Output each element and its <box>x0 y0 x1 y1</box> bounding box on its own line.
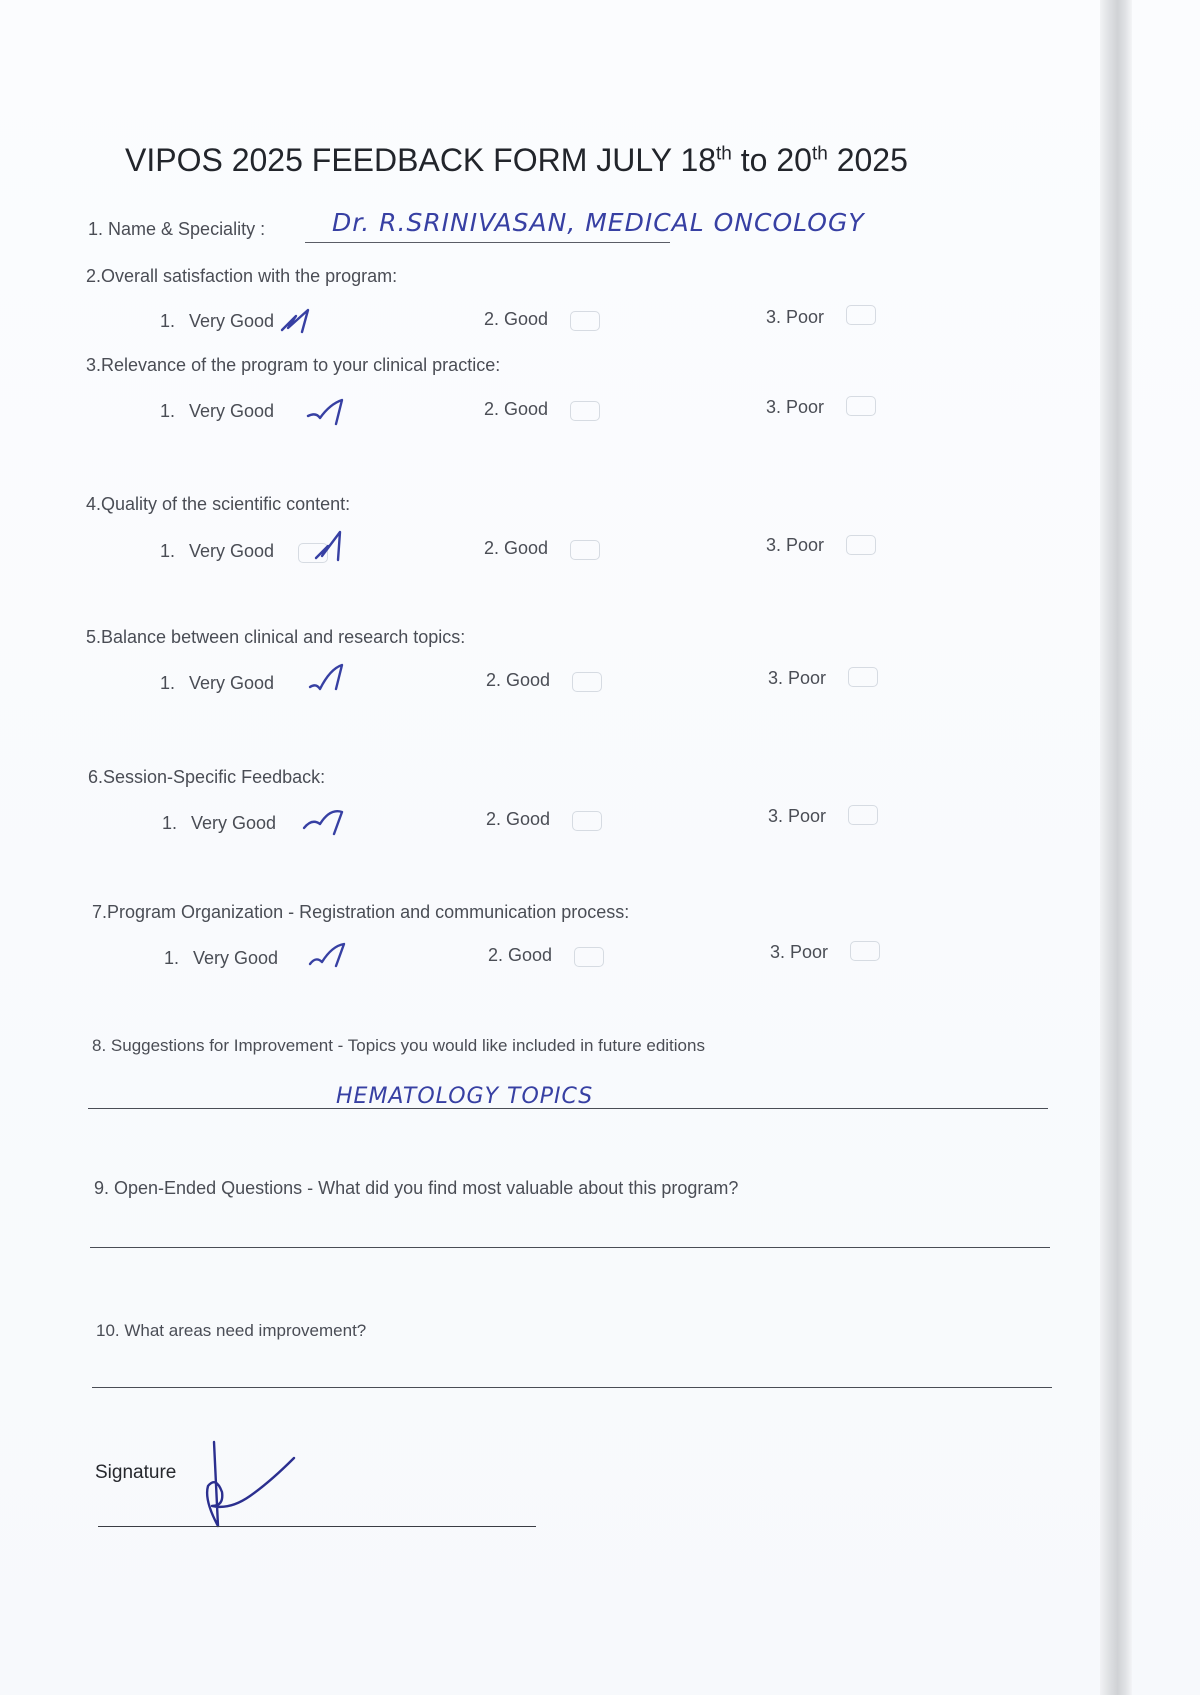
q2-option-very-good[interactable]: 1. Very Good <box>160 311 275 331</box>
q5-poor-checkbox[interactable] <box>848 667 878 687</box>
q1-handwritten-answer[interactable]: Dr. R.SRINIVASAN, MEDICAL ONCOLOGY <box>332 208 865 237</box>
scan-edge-shadow <box>1100 0 1132 1695</box>
q2-poor-checkbox[interactable] <box>846 305 876 325</box>
q7-checkmark-icon <box>306 938 354 970</box>
q6-option-good[interactable]: 2. Good <box>486 809 551 829</box>
q5-label: 5.Balance between clinical and research topics: <box>86 627 466 647</box>
q6-label: 6.Session-Specific Feedback: <box>88 767 326 787</box>
q3-option-poor[interactable]: 3. Poor <box>766 397 825 417</box>
q6-checkmark-icon <box>300 804 348 836</box>
q7-option-poor[interactable]: 3. Poor <box>770 942 829 962</box>
q3-option-very-good[interactable]: 1. Very Good <box>160 401 275 421</box>
q6-poor-checkbox[interactable] <box>848 805 878 825</box>
q2-label: 2.Overall satisfaction with the program: <box>86 266 398 286</box>
q3-option-good[interactable]: 2. Good <box>484 399 549 419</box>
q4-good-checkbox[interactable] <box>570 540 600 560</box>
q4-option-very-good[interactable]: 1. Very Good <box>160 541 275 561</box>
q8-answer-line <box>88 1108 1048 1109</box>
q6-good-checkbox[interactable] <box>572 811 602 831</box>
q9-label: 9. Open-Ended Questions - What did you find most valuable about this program? <box>94 1178 739 1198</box>
q6-option-poor[interactable]: 3. Poor <box>768 806 827 826</box>
signature-label: Signature <box>95 1462 177 1483</box>
q10-label: 10. What areas need improvement? <box>96 1321 367 1340</box>
q2-checkmark-icon <box>278 304 326 336</box>
q5-option-good[interactable]: 2. Good <box>486 670 551 690</box>
q5-option-very-good[interactable]: 1. Very Good <box>160 673 275 693</box>
q6-option-very-good[interactable]: 1. Very Good <box>162 813 277 833</box>
q7-label: 7.Program Organization - Registration and communication process: <box>92 902 630 922</box>
q3-checkmark-icon <box>304 396 352 428</box>
q5-good-checkbox[interactable] <box>572 672 602 692</box>
q9-answer-line <box>90 1247 1050 1248</box>
signature-mark-icon <box>190 1440 310 1530</box>
q8-label: 8. Suggestions for Improvement - Topics you would like included in future editions <box>92 1036 705 1055</box>
q2-option-good[interactable]: 2. Good <box>484 309 549 329</box>
q2-option-poor[interactable]: 3. Poor <box>766 307 825 327</box>
q7-poor-checkbox[interactable] <box>850 941 880 961</box>
q7-option-very-good[interactable]: 1. Very Good <box>164 948 279 968</box>
form-title: VIPOS 2025 FEEDBACK FORM JULY 18th to 20th 2025 <box>125 142 908 178</box>
q4-option-poor[interactable]: 3. Poor <box>766 535 825 555</box>
q5-checkmark-icon <box>306 661 354 693</box>
q8-handwritten-answer[interactable]: HEMATOLOGY TOPICS <box>336 1084 594 1109</box>
q4-label: 4.Quality of the scientific content: <box>86 494 351 514</box>
q1-answer-line <box>305 242 670 243</box>
q1-label: 1. Name & Speciality : <box>88 219 266 239</box>
q7-option-good[interactable]: 2. Good <box>488 945 553 965</box>
q7-good-checkbox[interactable] <box>574 947 604 967</box>
q4-poor-checkbox[interactable] <box>846 535 876 555</box>
q4-option-good[interactable]: 2. Good <box>484 538 549 558</box>
q3-label: 3.Relevance of the program to your clinical practice: <box>86 355 501 375</box>
signature-line <box>98 1526 536 1527</box>
q2-good-checkbox[interactable] <box>570 311 600 331</box>
q4-checkmark-icon <box>312 530 360 562</box>
q5-option-poor[interactable]: 3. Poor <box>768 668 827 688</box>
q10-answer-line <box>92 1387 1052 1388</box>
q3-good-checkbox[interactable] <box>570 401 600 421</box>
q3-poor-checkbox[interactable] <box>846 396 876 416</box>
